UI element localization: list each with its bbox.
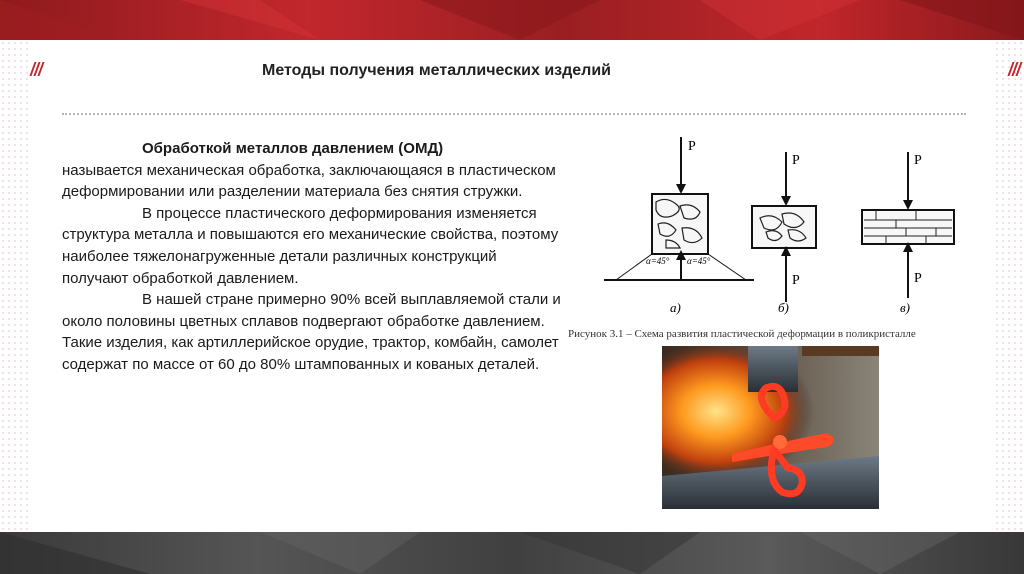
panel-label-a: а)	[670, 300, 681, 315]
force-label-b-bottom: P	[792, 273, 800, 288]
force-label-b-top: P	[792, 153, 800, 168]
forging-photo	[662, 346, 879, 509]
paragraph-2: В процессе пластического деформирования изменяется структура металла и повышаются его механические свойства, поэтому наиболее тяжелонагруженные детали различных конструкций получают обработкой давлением.	[62, 204, 559, 287]
forging-photo-illustration	[662, 346, 879, 509]
top-decorative-band	[0, 0, 1024, 40]
bottom-decorative-band	[0, 532, 1024, 574]
force-label-a: P	[688, 139, 696, 154]
right-accent-ticks	[1010, 62, 1022, 76]
body-text	[62, 138, 562, 376]
title-divider	[62, 113, 966, 115]
paragraph-3: В нашей стране примерно 90% всей выплавляемой стали и около половины цветных сплавов подвергают обработке давлением. Такие изделия, как артиллерийское орудие, трактор, комбайн, самолет содержат по массе от 60 до 80% штампованных и кованых деталей.	[62, 291, 561, 373]
figure-caption: Рисунок 3.1 – Схема развития пластической деформации в поликристалле	[568, 328, 916, 340]
panel-label-c: в)	[900, 300, 910, 315]
force-arrowhead-b-top	[781, 196, 791, 206]
paragraph-1-heading: Обработкой металлов давлением (ОМД)	[142, 140, 444, 157]
shear-line-right	[708, 254, 746, 280]
left-accent-ticks	[32, 62, 44, 76]
force-arrowhead-c-top	[903, 200, 913, 210]
force-arrowhead-a-top	[676, 184, 686, 194]
glowing-center	[773, 435, 787, 449]
slide-title: Методы получения металлических изделий	[262, 62, 611, 79]
top-band-pattern	[0, 0, 1024, 40]
angle-label-right: α=45°	[687, 256, 711, 266]
deformation-diagram	[596, 132, 974, 327]
force-label-c-top: P	[914, 153, 922, 168]
block-b	[752, 206, 816, 248]
left-side-pattern	[0, 40, 30, 532]
angle-label-left: α=45°	[646, 256, 670, 266]
block-a	[652, 194, 708, 254]
right-side-pattern	[994, 40, 1024, 532]
force-label-c-bottom: P	[914, 271, 922, 286]
bottom-band-pattern	[0, 532, 1024, 574]
panel-label-b: б)	[778, 300, 789, 315]
paragraph-1-body: называется механическая обработка, заключающаяся в пластическом деформировании или разделении материала без снятия стружки.	[62, 161, 556, 201]
